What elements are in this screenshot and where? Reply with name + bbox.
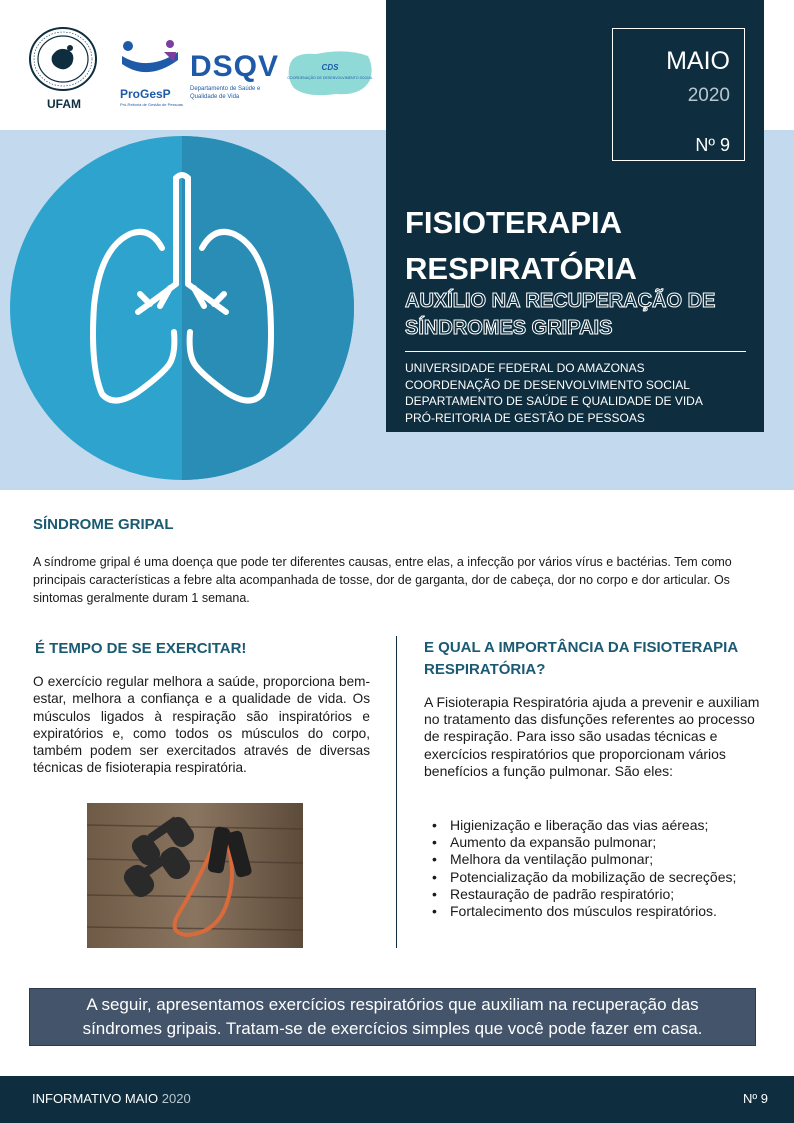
benefits-list [432, 817, 736, 920]
footer [0, 1076, 794, 1123]
cds-subtitle: COORDENAÇÃO DE DESENVOLVIMENTO SOCIAL [287, 76, 373, 80]
callout-line-1: A seguir, apresentamos exercícios respiratórios que auxiliam na recuperação das [86, 995, 699, 1014]
date-box [612, 28, 745, 161]
subtitle-line-1: AUXÍLIO NA RECUPERAÇÃO DE [405, 290, 716, 312]
section-heading-importancia: E QUAL A IMPORTÂNCIA DA FISIOTERAPIA RESPIRATÓRIA? [424, 639, 738, 678]
subtitle-line-2: SÍNDROMES GRIPAIS [405, 317, 613, 339]
list-item: • Melhora da ventilação pulmonar; [432, 851, 736, 868]
progesp-figure-icon [118, 38, 184, 86]
title-line-1: FISIOTERAPIA [405, 205, 623, 240]
ufam-logo [28, 26, 100, 110]
ufam-label: UFAM [47, 97, 81, 111]
callout-box [29, 988, 756, 1046]
footer-label-text: INFORMATIVO MAIO [32, 1091, 159, 1106]
title-line-2: RESPIRATÓRIA [405, 251, 637, 286]
callout-line-2: síndromes gripais. Tratam-se de exercícios simples que você pode fazer em casa. [82, 1019, 703, 1038]
progesp-label: ProGesP [120, 87, 171, 101]
issue-month: MAIO [666, 47, 730, 75]
organization-item: COORDENAÇÃO DE DESENVOLVIMENTO SOCIAL [405, 377, 690, 392]
footer-year: 2020 [161, 1091, 191, 1106]
dsqv-subtitle [190, 85, 278, 101]
cds-logo [286, 46, 374, 100]
list-item: • Restauração de padrão respiratório; [432, 886, 736, 903]
progesp-logo [118, 38, 188, 108]
column-divider [396, 636, 397, 948]
progesp-subtitle: Pró-Reitoria de Gestão de Pessoas [120, 102, 183, 107]
section-text-importancia: A Fisioterapia Respiratória ajuda a prevenir e auxiliam no tratamento das disfunções referentes ao processo de respiração. Para isso são usadas técnicas e exercícios respiratórios que proporcionam vários benefícios a função pulmonar. São eles: [424, 694, 760, 779]
cds-label: CDS [321, 63, 339, 72]
organization-item: DEPARTAMENTO DE SAÚDE E QUALIDADE DE VIDA [405, 394, 703, 408]
section-text-exercitar: O exercício regular melhora a saúde, proporciona bem-estar, melhora a confiança e a qualidade de vida. Os músculos ligados à respiração são inspiratórios e expiratórios e, como todos os músculos do corpo, também podem ser exercitados através de diversas técnicas de fisioterapia respiratória. [33, 674, 370, 776]
issue-number: Nº 9 [695, 135, 730, 155]
dsqv-subtitle-line1: Departamento de Saúde e [190, 86, 261, 92]
list-item: • Fortalecimento dos músculos respiratórios. [432, 903, 736, 920]
issue-year: 2020 [687, 85, 730, 106]
section-heading-sindrome-gripal: SÍNDROME GRIPAL [33, 516, 174, 533]
section-heading-exercitar: É TEMPO DE SE EXERCITAR! [35, 640, 247, 657]
organization-item: PRÓ-REITORIA DE GESTÃO DE PESSOAS [405, 410, 645, 425]
list-item: • Potencialização da mobilização de secreções; [432, 869, 736, 886]
title-panel [386, 0, 764, 432]
dsqv-subtitle-line2: Qualidade de Vida [190, 94, 240, 100]
dsqv-logo [190, 52, 278, 112]
dsqv-label: DSQV [190, 50, 280, 83]
page-title [405, 200, 637, 292]
footer-label [32, 1091, 191, 1106]
page-subtitle [405, 288, 750, 342]
list-item: • Higienização e liberação das vias aéreas; [432, 817, 736, 834]
section-text-sindrome-gripal: A síndrome gripal é uma doença que pode ter diferentes causas, entre elas, a infecção por vários vírus e bactérias. Tem como principais características a febre alta acompanhada de tosse, dor de garganta, dor de cabeça, dor no corpo e dor articular. Os sintomas geralmente duram 1 semana. [33, 555, 732, 606]
organization-item: UNIVERSIDADE FEDERAL DO AMAZONAS [405, 361, 645, 375]
subtitle-divider [405, 351, 746, 352]
cds-brush-icon [286, 46, 374, 100]
ufam-seal-icon [28, 26, 98, 92]
organization-list [405, 360, 703, 426]
logo-strip [0, 0, 386, 130]
lungs-icon [10, 136, 354, 480]
list-item: • Aumento da expansão pulmonar; [432, 834, 736, 851]
dumbbells-photo [87, 803, 303, 948]
footer-issue-number: Nº 9 [743, 1091, 768, 1106]
